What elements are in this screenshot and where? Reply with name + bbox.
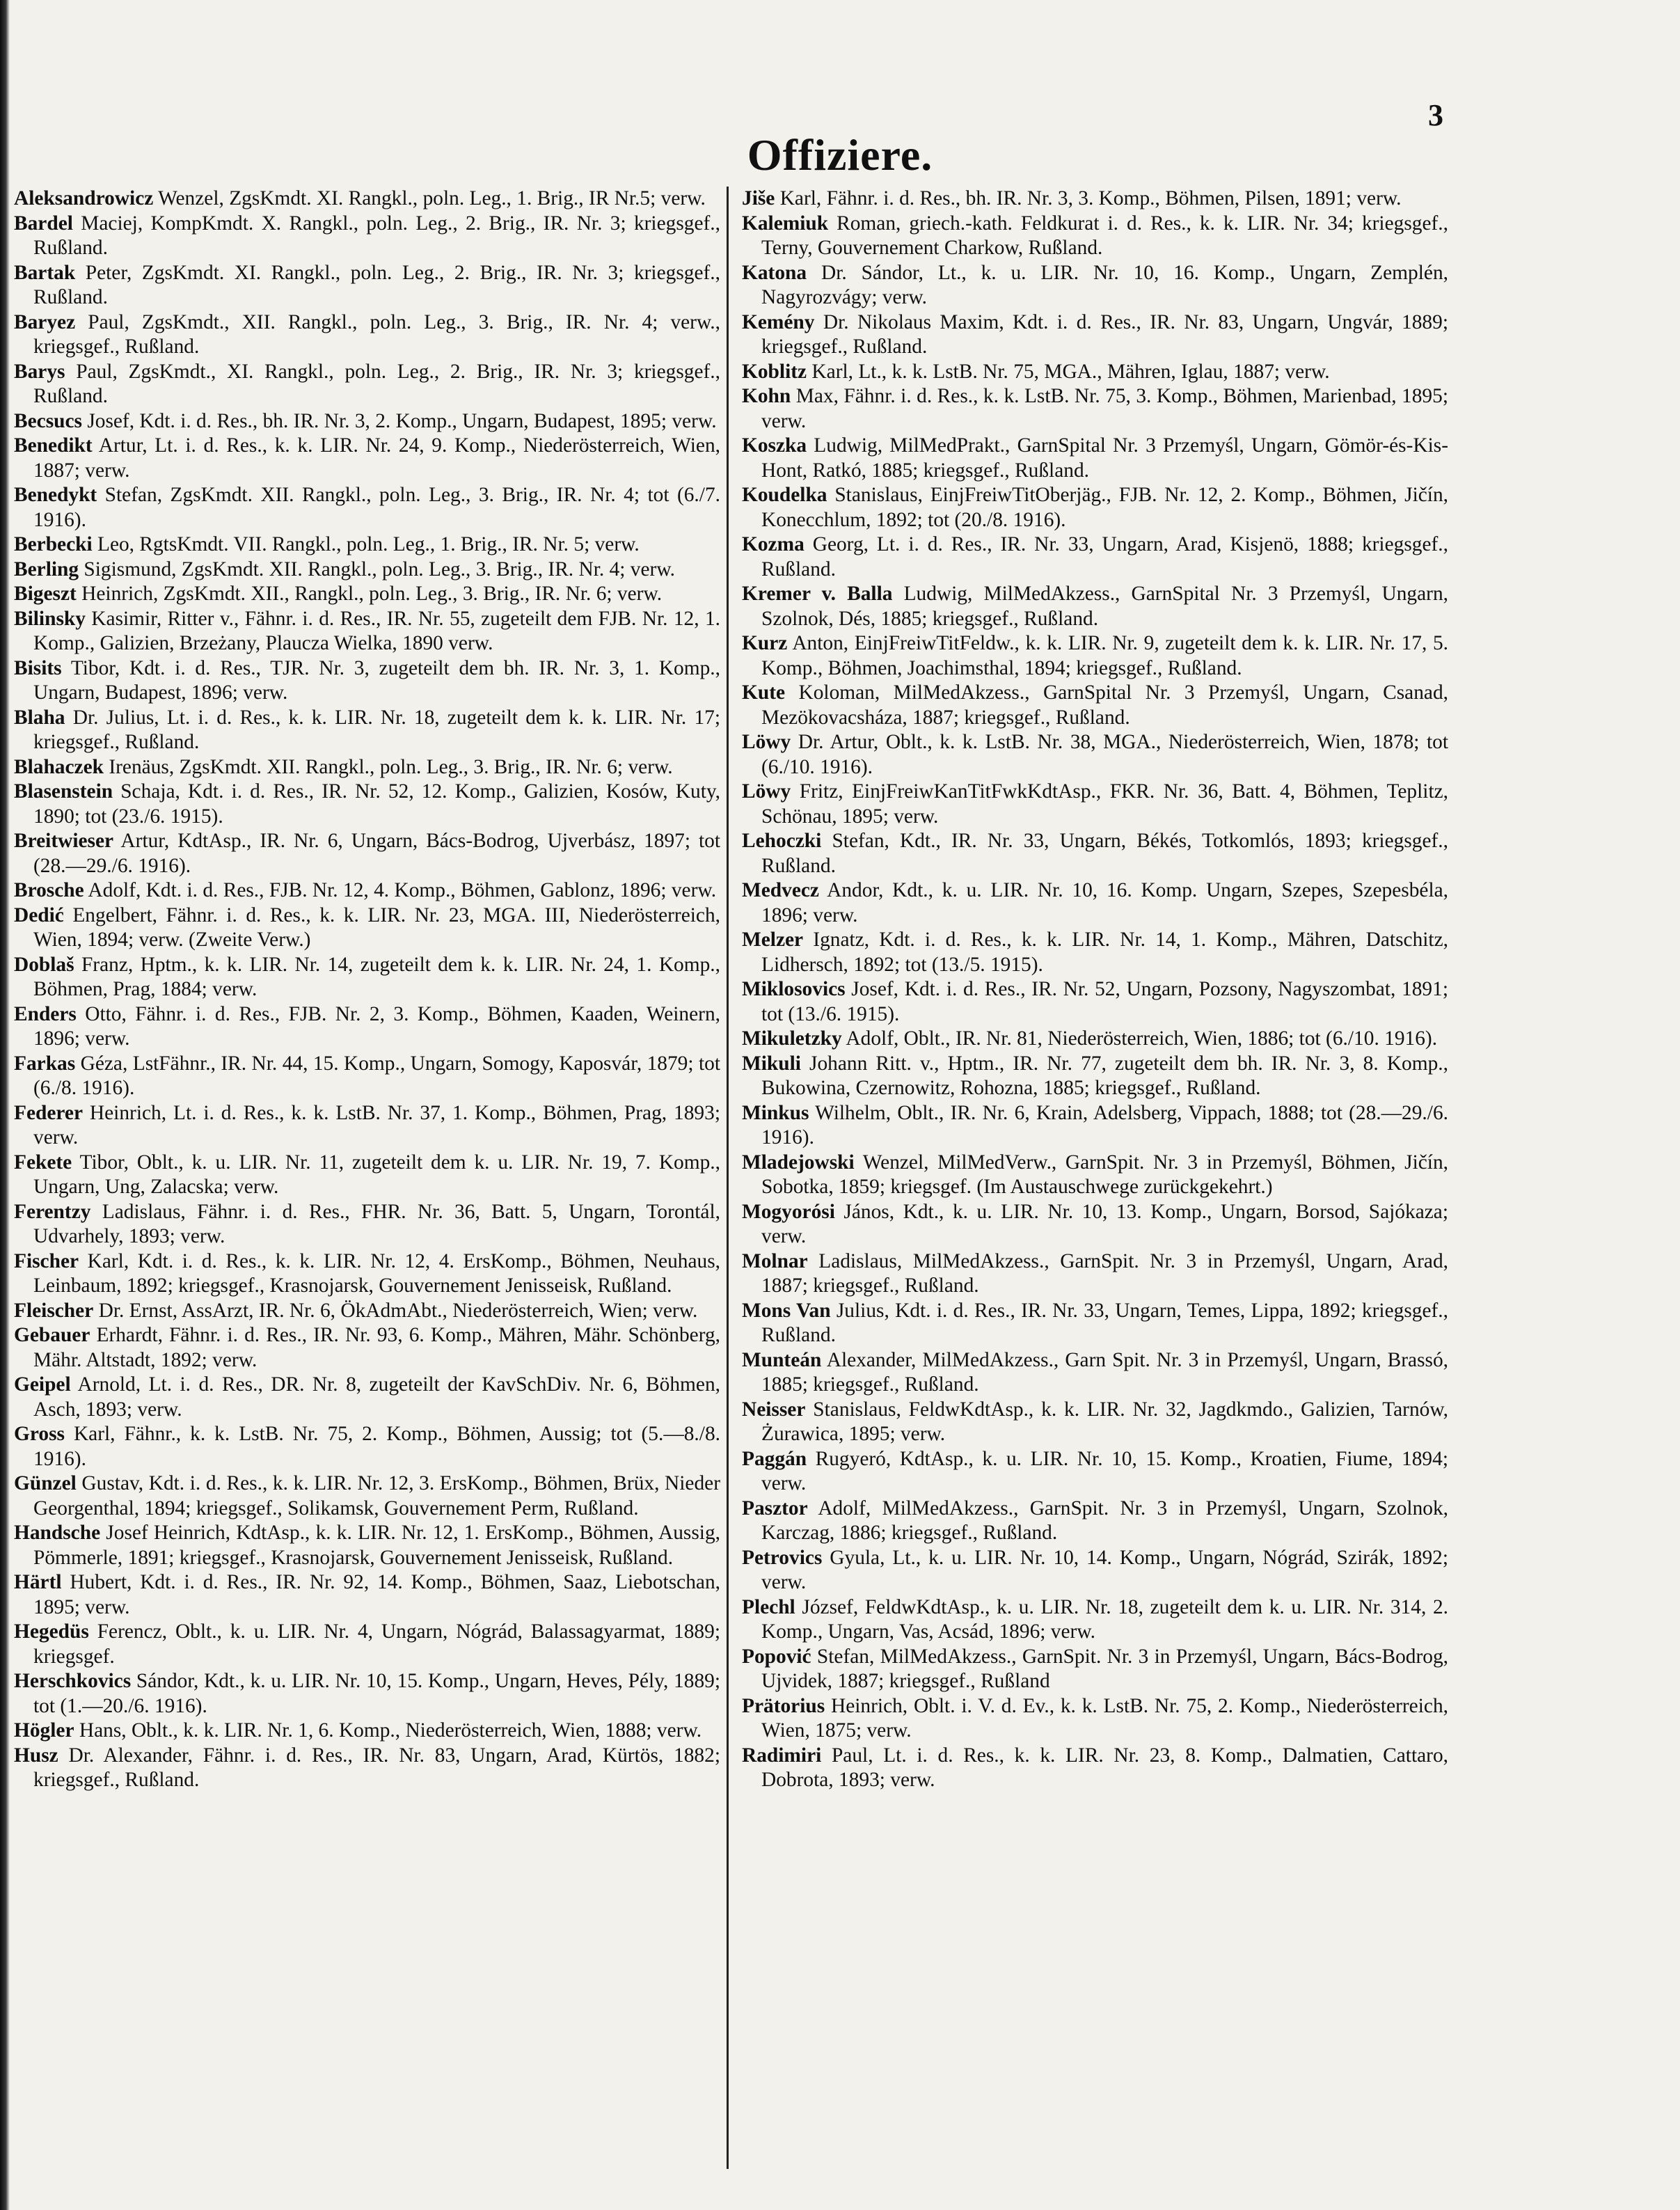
entry-text: Stefan, Kdt., IR. Nr. 33, Ungarn, Békés, Totkomlós, 1893; kriegsgef., Rußland. — [761, 830, 1448, 877]
entry-name: Gross — [14, 1423, 65, 1445]
entry-text: Ludwig, MilMedPrakt., GarnSpital Nr. 3 Przemyśl, Ungarn, Gömör-és-Kis-Hont, Ratkó, 1885; kriegsgef., Rußland. — [761, 434, 1448, 482]
entry-name: Löwy — [742, 731, 791, 753]
entry-text: Karl, Fähnr., k. k. LstB. Nr. 75, 2. Komp., Böhmen, Aussig; tot (5.—8./8. 1916). — [33, 1423, 720, 1470]
entry-text: Anton, EinjFreiwTitFeldw., k. k. LIR. Nr. 9, zugeteilt dem k. k. LIR. Nr. 17, 5. Komp., Böhmen, Joachimsthal, 1894; kriegsgef., Rußland. — [761, 632, 1448, 679]
entry — [14, 607, 720, 656]
entry-text: Paul, ZgsKmdt., XI. Rangkl., poln. Leg., 2. Brig., IR. Nr. 3; kriegsgef., Rußland. — [33, 360, 720, 407]
entry — [742, 582, 1448, 631]
entry — [14, 1249, 720, 1299]
entry-text: Dr. Julius, Lt. i. d. Res., k. k. LIR. Nr. 18, zugeteilt dem k. k. LIR. Nr. 17; kriegsgef., Rußland. — [33, 706, 720, 753]
entry-name: Bigeszt — [14, 583, 77, 605]
entry-name: Fleischer — [14, 1299, 94, 1322]
entry-name: Doblaš — [14, 953, 74, 976]
entry — [14, 1002, 720, 1052]
right-column — [742, 187, 1448, 1793]
entry-name: Molnar — [742, 1249, 808, 1272]
entry-name: Mikuli — [742, 1052, 801, 1075]
scan-edge — [0, 0, 10, 2210]
entry — [14, 878, 720, 903]
entry-text: Gustav, Kdt. i. d. Res., k. k. LIR. Nr. 12, 3. ErsKomp., Böhmen, Brüx, Nieder Georgenthal, 1894; kriegsgef., Solikamsk, Gouvernement Perm, Rußland. — [33, 1472, 720, 1520]
entry — [742, 928, 1448, 977]
entry — [742, 1447, 1448, 1497]
entry-name: Becsucs — [14, 409, 82, 432]
entry — [14, 1570, 720, 1620]
entry — [14, 780, 720, 829]
entry-name: Mogyorósi — [742, 1200, 835, 1223]
entry — [742, 310, 1448, 360]
entry — [14, 409, 720, 434]
entry-text: Hubert, Kdt. i. d. Res., IR. Nr. 92, 14. Komp., Böhmen, Saaz, Liebotschan, 1895; verw. — [33, 1571, 720, 1618]
entry — [742, 631, 1448, 681]
entry-name: Medvecz — [742, 879, 819, 901]
entry-name: Plechl — [742, 1595, 795, 1618]
entry-text: Sigismund, ZgsKmdt. XII. Rangkl., poln. Leg., 3. Brig., IR. Nr. 4; verw. — [79, 558, 675, 581]
column-divider — [727, 187, 729, 2169]
entry-text: Heinrich, Lt. i. d. Res., k. k. LstB. Nr. 37, 1. Komp., Böhmen, Prag, 1893; verw. — [33, 1101, 720, 1149]
entry-text: Tibor, Kdt. i. d. Res., TJR. Nr. 3, zugeteilt dem bh. IR. Nr. 3, 1. Komp., Ungarn, Budapest, 1896; verw. — [33, 656, 720, 704]
entry-text: Otto, Fähnr. i. d. Res., FJB. Nr. 2, 3. Komp., Böhmen, Kaaden, Weinern, 1896; verw. — [33, 1002, 720, 1050]
entry-text: Stefan, MilMedAkzess., GarnSpit. Nr. 3 in Przemyśl, Ungarn, Bács-Bodrog, Ujvidek, 1887; kriegsgef., Rußland — [761, 1645, 1448, 1692]
entry — [14, 829, 720, 878]
entry-text: Dr. Ernst, AssArzt, IR. Nr. 6, ÖkAdmAbt., Niederösterreich, Wien; verw. — [93, 1299, 698, 1322]
entry-text: Karl, Fähnr. i. d. Res., bh. IR. Nr. 3, 3. Komp., Böhmen, Pilsen, 1891; verw. — [775, 187, 1402, 210]
entry-name: Baryez — [14, 310, 76, 333]
entry-name: Enders — [14, 1002, 77, 1025]
entry — [742, 1151, 1448, 1200]
entry — [742, 1200, 1448, 1249]
entry — [14, 1101, 720, 1151]
entry-name: Blasenstein — [14, 780, 113, 803]
entry — [742, 261, 1448, 310]
entry-text: Engelbert, Fähnr. i. d. Res., k. k. LIR. Nr. 23, MGA. III, Niederösterreich, Wien, 1894; verw. (Zweite Verw.) — [33, 903, 720, 951]
entry-text: Schaja, Kdt. i. d. Res., IR. Nr. 52, 12. Komp., Galizien, Kosów, Kuty, 1890; tot (23./6. 1915). — [33, 780, 720, 828]
entry — [14, 310, 720, 360]
entry-text: Wenzel, ZgsKmdt. XI. Rangkl., poln. Leg., 1. Brig., IR Nr.5; verw. — [153, 187, 706, 210]
entry-text: Josef Heinrich, KdtAsp., k. k. LIR. Nr. 12, 1. ErsKomp., Böhmen, Aussig, Pömmerle, 1891; kriegsgef., Krasnojarsk, Gouvernement Jenisseisk, Rußland. — [33, 1522, 720, 1569]
entry — [742, 1101, 1448, 1151]
entry-name: Härtl — [14, 1571, 62, 1593]
entry-text: Gyula, Lt., k. u. LIR. Nr. 10, 14. Komp., Ungarn, Nógrád, Szirák, 1892; verw. — [761, 1546, 1448, 1593]
entry — [14, 755, 720, 780]
page-title: Offiziere. — [747, 130, 933, 180]
entry — [14, 1669, 720, 1719]
entry — [742, 1546, 1448, 1595]
entry-text: Wilhelm, Oblt., IR. Nr. 6, Krain, Adelsberg, Vippach, 1888; tot (28.—29./6. 1916). — [761, 1101, 1448, 1149]
entry-text: Ignatz, Kdt. i. d. Res., k. k. LIR. Nr. 14, 1. Komp., Mähren, Datschitz, Lidhersch, 1892; tot (13./5. 1915). — [761, 929, 1448, 976]
entry — [742, 878, 1448, 928]
entry-text: Max, Fähnr. i. d. Res., k. k. LstB. Nr. 75, 3. Komp., Böhmen, Marienbad, 1895; verw. — [761, 385, 1448, 432]
entry-text: Wenzel, MilMedVerw., GarnSpit. Nr. 3 in Przemyśl, Böhmen, Jičín, Sobotka, 1859; kriegsgef. (Im Austauschwege zurückgekehrt.) — [761, 1151, 1448, 1198]
entry-name: Kremer v. Balla — [742, 583, 893, 605]
entry-text: Koloman, MilMedAkzess., GarnSpital Nr. 3 Przemyśl, Ungarn, Csanad, Mezökovacsháza, 1887; kriegsgef., Rußland. — [761, 681, 1448, 729]
entry-name: Benedykt — [14, 484, 97, 506]
left-column — [14, 187, 720, 1793]
entry-name: Mons Van — [742, 1299, 831, 1322]
entry-name: Kalemiuk — [742, 212, 829, 235]
entry-name: Kemény — [742, 310, 815, 333]
entry-name: Hegedüs — [14, 1620, 89, 1643]
entry — [742, 1249, 1448, 1299]
entry — [14, 1521, 720, 1570]
entry-text: Sándor, Kdt., k. u. LIR. Nr. 10, 15. Komp., Ungarn, Heves, Pély, 1889; tot (1.—20./6. 1916). — [33, 1670, 720, 1717]
entry-text: Artur, Lt. i. d. Res., k. k. LIR. Nr. 24, 9. Komp., Niederösterreich, Wien, 1887; verw. — [33, 434, 720, 482]
page-number: 3 — [1428, 98, 1443, 132]
entry-name: Bardel — [14, 212, 73, 235]
entry-name: Handsche — [14, 1522, 101, 1544]
entry-text: Adolf, Oblt., IR. Nr. 81, Niederösterreich, Wien, 1886; tot (6./10. 1916). — [841, 1027, 1438, 1050]
entry — [14, 903, 720, 953]
entry-text: Rugyeró, KdtAsp., k. u. LIR. Nr. 10, 15. Komp., Kroatien, Fiume, 1894; verw. — [761, 1447, 1448, 1494]
entry — [742, 384, 1448, 434]
entry — [14, 434, 720, 483]
entry — [14, 1620, 720, 1669]
entry — [742, 1744, 1448, 1793]
entry-name: Federer — [14, 1101, 83, 1124]
entry-name: Blaha — [14, 706, 65, 729]
entry — [742, 1398, 1448, 1447]
entry-name: Günzel — [14, 1472, 77, 1494]
entry-text: Karl, Lt., k. k. LstB. Nr. 75, MGA., Mähren, Iglau, 1887; verw. — [807, 360, 1330, 383]
entry-text: Paul, Lt. i. d. Res., k. k. LIR. Nr. 23, 8. Komp., Dalmatien, Cattaro, Dobrota, 1893; verw. — [761, 1744, 1448, 1791]
entry-name: Breitwieser — [14, 830, 114, 852]
entry — [14, 1373, 720, 1422]
entry-text: Alexander, MilMedAkzess., Garn Spit. Nr. 3 in Przemyśl, Ungarn, Brassó, 1885; kriegsgef., Rußland. — [761, 1348, 1448, 1396]
entry-text: Erhardt, Fähnr. i. d. Res., IR. Nr. 93, 6. Komp., Mähren, Mähr. Schönberg, Mähr. Altstadt, 1892; verw. — [33, 1324, 720, 1371]
entry — [14, 532, 720, 558]
entry-name: Minkus — [742, 1101, 809, 1124]
entry-text: Irenäus, ZgsKmdt. XII. Rangkl., poln. Leg., 3. Brig., IR. Nr. 6; verw. — [104, 755, 673, 778]
entry-name: Dedić — [14, 903, 64, 926]
entry-name: Mladejowski — [742, 1151, 855, 1174]
entry — [14, 1151, 720, 1200]
entry-name: Husz — [14, 1744, 58, 1767]
entry-text: Arnold, Lt. i. d. Res., DR. Nr. 8, zugeteilt der KavSchDiv. Nr. 6, Böhmen, Asch, 1893; verw. — [33, 1373, 720, 1421]
entry-name: Miklosovics — [742, 978, 846, 1000]
entry — [14, 1200, 720, 1249]
entry-name: Bisits — [14, 656, 62, 679]
entry-text: József, FeldwKdtAsp., k. u. LIR. Nr. 18, zugeteilt dem k. u. LIR. Nr. 314, 2. Komp., Ungarn, Vas, Acsád, 1896; verw. — [761, 1595, 1448, 1643]
entry-text: János, Kdt., k. u. LIR. Nr. 10, 13. Komp., Ungarn, Borsod, Sajókaza; verw. — [761, 1200, 1448, 1247]
entry-name: Löwy — [742, 780, 791, 803]
entry — [742, 730, 1448, 780]
entry-name: Farkas — [14, 1052, 76, 1075]
entry-name: Lehoczki — [742, 830, 822, 852]
entry — [742, 1645, 1448, 1694]
entry-name: Högler — [14, 1719, 74, 1742]
entry-text: Maciej, KompKmdt. X. Rangkl., poln. Leg., 2. Brig., IR. Nr. 3; kriegsgef., Rußland. — [33, 212, 720, 259]
entry-text: Ladislaus, Fähnr. i. d. Res., FHR. Nr. 36, Batt. 5, Ungarn, Torontál, Udvarhely, 1893; verw. — [33, 1200, 720, 1247]
entry — [742, 434, 1448, 483]
entry-text: Dr. Nikolaus Maxim, Kdt. i. d. Res., IR. Nr. 83, Ungarn, Ungvár, 1889; kriegsgef., Rußland. — [761, 310, 1448, 358]
entry — [742, 681, 1448, 730]
entry — [14, 582, 720, 607]
entry — [14, 1719, 720, 1744]
entry-name: Blahaczek — [14, 755, 104, 778]
entry — [14, 558, 720, 583]
entry-name: Jiše — [742, 187, 775, 210]
entry — [14, 1052, 720, 1101]
entry — [14, 953, 720, 1002]
entry-text: Fritz, EinjFreiwKanTitFwkKdtAsp., FKR. Nr. 36, Batt. 4, Böhmen, Teplitz, Schönau, 1895; verw. — [761, 780, 1448, 828]
entry — [742, 1694, 1448, 1744]
entry-name: Fekete — [14, 1151, 72, 1174]
entry-name: Pasztor — [742, 1497, 808, 1520]
entry-text: Dr. Alexander, Fähnr. i. d. Res., IR. Nr. 83, Ungarn, Arad, Kürtös, 1882; kriegsgef., Rußland. — [33, 1744, 720, 1791]
entry-name: Aleksandrowicz — [14, 187, 154, 210]
entry — [742, 1348, 1448, 1398]
entry-text: Johann Ritt. v., Hptm., IR. Nr. 77, zugeteilt dem bh. IR. Nr. 3, 8. Komp., Bukowina, Czernowitz, Rohozna, 1885; kriegsgef., Rußland. — [761, 1052, 1448, 1099]
entry-name: Herschkovics — [14, 1670, 132, 1692]
entry-name: Bartak — [14, 261, 76, 284]
entry — [742, 1052, 1448, 1101]
entry — [742, 532, 1448, 582]
entry-name: Koudelka — [742, 484, 827, 506]
entry-text: Andor, Kdt., k. u. LIR. Nr. 10, 16. Komp. Ungarn, Szepes, Szepesbéla, 1896; verw. — [761, 879, 1448, 926]
entry-name: Koszka — [742, 434, 807, 457]
entry-name: Prätorius — [742, 1694, 825, 1717]
entry — [14, 187, 720, 212]
entry-name: Katona — [742, 261, 807, 284]
entry — [742, 977, 1448, 1027]
entry-name: Neisser — [742, 1398, 806, 1421]
entry-name: Berbecki — [14, 533, 93, 555]
entry — [14, 706, 720, 755]
entry — [14, 1471, 720, 1521]
entry-name: Paggán — [742, 1447, 807, 1470]
entry — [14, 1422, 720, 1471]
entry-name: Melzer — [742, 929, 804, 951]
entry-text: Tibor, Oblt., k. u. LIR. Nr. 11, zugeteilt dem k. u. LIR. Nr. 19, 7. Komp., Ungarn, Ung, Zalacska; verw. — [33, 1151, 720, 1198]
entry-text: Artur, KdtAsp., IR. Nr. 6, Ungarn, Bács-Bodrog, Ujverbász, 1897; tot (28.—29./6. 1916). — [33, 830, 720, 877]
entry-text: Stanislaus, EinjFreiwTitOberjäg., FJB. Nr. 12, 2. Komp., Böhmen, Jičín, Konecchlum, 1892; tot (20./8. 1916). — [761, 484, 1448, 531]
entry-text: Adolf, Kdt. i. d. Res., FJB. Nr. 12, 4. Komp., Böhmen, Gablonz, 1896; verw. — [84, 879, 717, 901]
entry-text: Ladislaus, MilMedAkzess., GarnSpit. Nr. 3 in Przemyśl, Ungarn, Arad, 1887; kriegsgef., Rußland. — [761, 1249, 1448, 1297]
entry-name: Gebauer — [14, 1324, 90, 1346]
entry-text: Georg, Lt. i. d. Res., IR. Nr. 33, Ungarn, Arad, Kisjenö, 1888; kriegsgef., Rußland. — [761, 533, 1448, 581]
entry-name: Kohn — [742, 385, 791, 407]
entry-text: Heinrich, Oblt. i. V. d. Ev., k. k. LstB. Nr. 75, 2. Komp., Niederösterreich, Wien, 1875; verw. — [761, 1694, 1448, 1742]
entry-text: Hans, Oblt., k. k. LIR. Nr. 1, 6. Komp., Niederösterreich, Wien, 1888; verw. — [74, 1719, 702, 1742]
entry-name: Geipel — [14, 1373, 71, 1396]
entry-name: Ferentzy — [14, 1200, 91, 1223]
entry-text: Josef, Kdt. i. d. Res., bh. IR. Nr. 3, 2. Komp., Ungarn, Budapest, 1895; verw. — [81, 409, 717, 432]
entry-text: Ludwig, MilMedAkzess., GarnSpital Nr. 3 Przemyśl, Ungarn, Szolnok, Dés, 1885; kriegsgef., Rußland. — [761, 583, 1448, 630]
entry-text: Ferencz, Oblt., k. u. LIR. Nr. 4, Ungarn, Nógrád, Balassagyarmat, 1889; kriegsgef. — [33, 1620, 720, 1668]
entry-name: Kozma — [742, 533, 805, 555]
entry — [742, 780, 1448, 829]
entry-text: Roman, griech.-kath. Feldkurat i. d. Res., k. k. LIR. Nr. 34; kriegsgef., Terny, Gouvernement Charkow, Rußland. — [761, 212, 1448, 259]
entry — [742, 212, 1448, 261]
entry-text: Peter, ZgsKmdt. XI. Rangkl., poln. Leg., 2. Brig., IR. Nr. 3; kriegsgef., Rußland. — [33, 261, 720, 308]
entry — [14, 261, 720, 310]
entry-name: Munteán — [742, 1348, 822, 1371]
entry-text: Heinrich, ZgsKmdt. XII., Rangkl., poln. Leg., 3. Brig., IR. Nr. 6; verw. — [76, 583, 663, 605]
entry-text: Karl, Kdt. i. d. Res., k. k. LIR. Nr. 12, 4. ErsKomp., Böhmen, Neuhaus, Leinbaum, 1892; kriegsgef., Krasnojarsk, Gouvernement Jenisseisk, Rußland. — [33, 1249, 720, 1297]
entry — [742, 1027, 1448, 1052]
entry — [742, 1595, 1448, 1645]
entry-text: Kasimir, Ritter v., Fähnr. i. d. Res., IR. Nr. 55, zugeteilt dem FJB. Nr. 12, 1. Komp., Galizien, Brzeżany, Plaucza Wielka, 1890 verw. — [33, 607, 720, 654]
entry-text: Josef, Kdt. i. d. Res., IR. Nr. 52, Ungarn, Pozsony, Nagyszombat, 1891; tot (13./6. 1915). — [761, 978, 1448, 1025]
entry — [14, 212, 720, 261]
entry — [742, 829, 1448, 878]
entry-name: Radimiri — [742, 1744, 822, 1767]
entry-name: Brosche — [14, 879, 84, 901]
entry — [742, 1497, 1448, 1546]
entry — [14, 656, 720, 706]
entry-text: Franz, Hptm., k. k. LIR. Nr. 14, zugeteilt dem k. k. LIR. Nr. 24, 1. Komp., Böhmen, Prag, 1884; verw. — [33, 953, 720, 1000]
entry — [742, 1299, 1448, 1348]
entry-name: Berling — [14, 558, 79, 581]
entry — [14, 1299, 720, 1324]
entry-name: Barys — [14, 360, 65, 383]
entry-text: Paul, ZgsKmdt., XII. Rangkl., poln. Leg., 3. Brig., IR. Nr. 4; verw., kriegsgef., Rußland. — [33, 310, 720, 358]
entry-name: Fischer — [14, 1249, 79, 1272]
entry — [742, 360, 1448, 385]
entry-name: Mikuletzky — [742, 1027, 842, 1050]
entry-text: Stefan, ZgsKmdt. XII. Rangkl., poln. Leg., 3. Brig., IR. Nr. 4; tot (6./7. 1916). — [33, 484, 720, 531]
entry — [14, 1744, 720, 1793]
entry — [14, 483, 720, 532]
entry-name: Kute — [742, 681, 786, 704]
entry — [742, 483, 1448, 532]
entry-text: Julius, Kdt. i. d. Res., IR. Nr. 33, Ungarn, Temes, Lippa, 1892; kriegsgef., Rußland. — [761, 1299, 1448, 1346]
entry-name: Kurz — [742, 632, 788, 654]
entry — [14, 1323, 720, 1373]
entry — [742, 187, 1448, 212]
entry-text: Leo, RgtsKmdt. VII. Rangkl., poln. Leg., 1. Brig., IR. Nr. 5; verw. — [92, 533, 640, 555]
entry-text: Dr. Artur, Oblt., k. k. LstB. Nr. 38, MGA., Niederösterreich, Wien, 1878; tot (6./10. 1916). — [761, 731, 1448, 778]
entry-text: Adolf, MilMedAkzess., GarnSpit. Nr. 3 in Przemyśl, Ungarn, Szolnok, Karczag, 1886; kriegsgef., Rußland. — [761, 1497, 1448, 1544]
entry-text: Stanislaus, FeldwKdtAsp., k. k. LIR. Nr. 32, Jagdkmdo., Galizien, Tarnów, Żurawica, 1895; verw. — [761, 1398, 1448, 1445]
entry-name: Petrovics — [742, 1546, 823, 1569]
entry-name: Koblitz — [742, 360, 807, 383]
entry-text: Géza, LstFähnr., IR. Nr. 44, 15. Komp., Ungarn, Somogy, Kaposvár, 1879; tot (6./8. 1916). — [33, 1052, 720, 1099]
entry-text: Dr. Sándor, Lt., k. u. LIR. Nr. 10, 16. Komp., Ungarn, Zemplén, Nagyrozvágy; verw. — [761, 261, 1448, 308]
entry-name: Popović — [742, 1645, 811, 1668]
entry-name: Bilinsky — [14, 607, 86, 630]
entry — [14, 360, 720, 409]
entry-name: Benedikt — [14, 434, 93, 457]
